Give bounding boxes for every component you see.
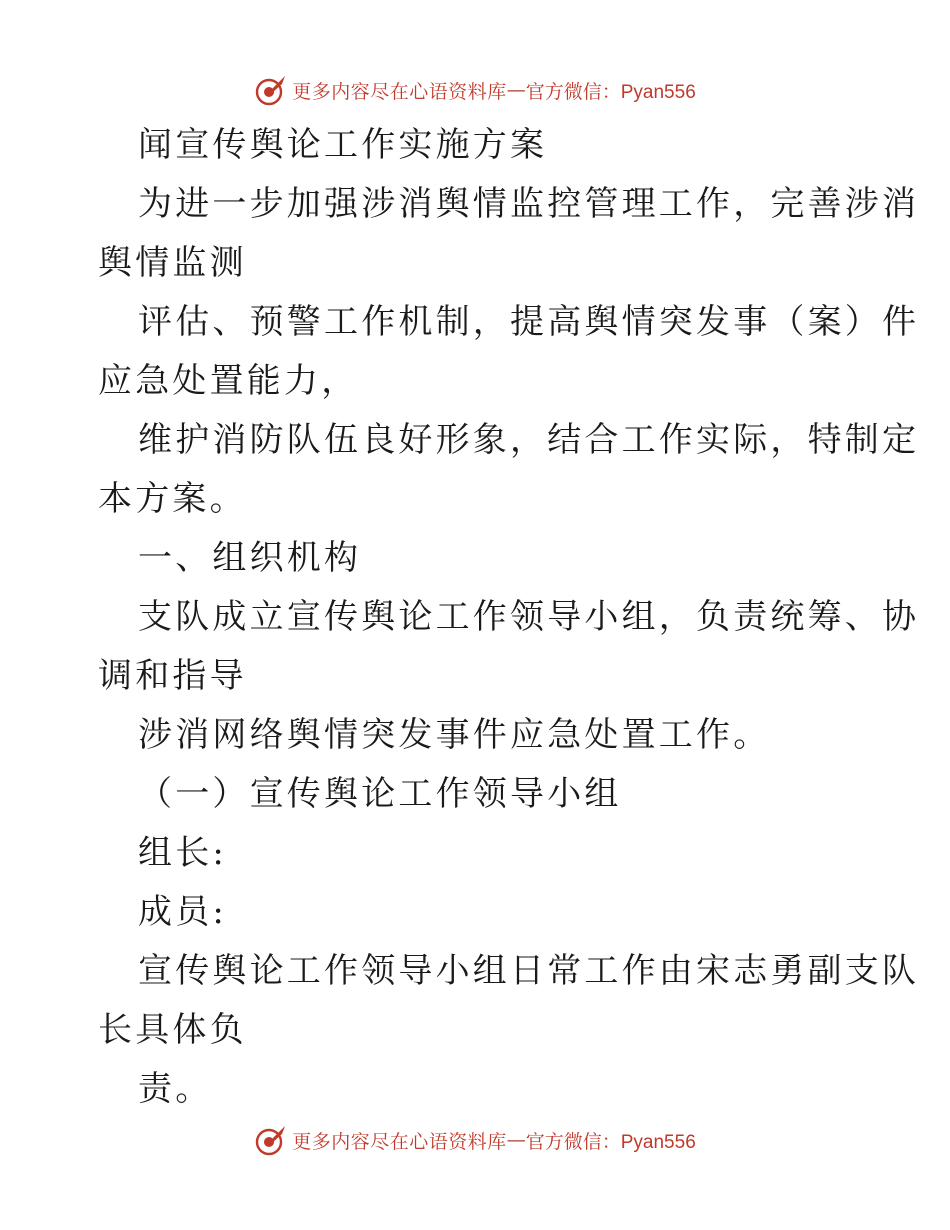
doc-line: 责。 — [138, 1069, 213, 1109]
doc-line: 涉消网络舆情突发事件应急处置工作。 — [138, 715, 771, 755]
doc-line-title: 闻宣传舆论工作实施方案 — [138, 125, 548, 165]
doc-line: 应急处置能力， — [98, 361, 359, 401]
quill-logo-icon — [254, 1123, 288, 1157]
watermark-separator: — — [506, 79, 526, 101]
doc-line: 维护消防队伍良好形象，结合工作实际，特制定 — [138, 420, 920, 460]
doc-line: 支队成立宣传舆论工作领导小组，负责统筹、协 — [138, 597, 920, 637]
watermark-separator: — — [506, 1129, 526, 1151]
doc-line: 为进一步加强涉消舆情监控管理工作，完善涉消 — [138, 184, 920, 224]
subsection-heading: （一）宣传舆论工作领导小组 — [138, 774, 622, 814]
quill-logo-icon — [254, 73, 288, 107]
doc-line-members: 成员: — [138, 892, 228, 932]
doc-line: 长具体负 — [98, 1010, 247, 1050]
watermark-text: 更多内容尽在心语资料库 — [292, 1130, 507, 1153]
watermark-text: 更多内容尽在心语资料库 — [292, 80, 507, 103]
doc-line: 本方案。 — [98, 479, 247, 519]
watermark-banner-bottom — [0, 1120, 950, 1160]
watermark-wechat: 官方微信：Pyan556 — [525, 1131, 696, 1153]
section-heading: 一、组织机构 — [138, 538, 362, 578]
doc-line: 调和指导 — [98, 656, 247, 696]
doc-line-leader: 组长: — [138, 833, 228, 873]
doc-line: 舆情监测 — [98, 243, 247, 283]
watermark-wechat: 官方微信：Pyan556 — [525, 81, 696, 103]
document-body — [98, 116, 920, 1119]
doc-line: 评估、预警工作机制，提高舆情突发事（案）件 — [138, 302, 920, 342]
watermark-banner-top — [0, 70, 950, 110]
doc-line: 宣传舆论工作领导小组日常工作由宋志勇副支队 — [138, 951, 920, 991]
